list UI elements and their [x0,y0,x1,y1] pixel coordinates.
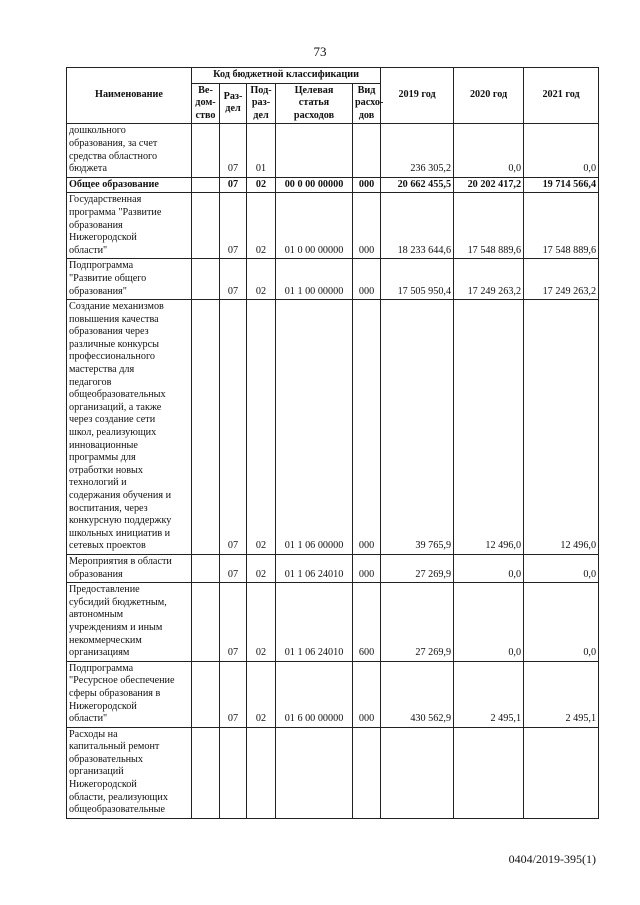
row-vedomstvo [192,300,220,555]
row-vedomstvo [192,193,220,259]
row-celevaya-statya [276,124,353,177]
row-amount-2021: 0,0 [524,583,599,662]
row-amount-2020: 0,0 [454,583,524,662]
row-amount-2020: 12 496,0 [454,300,524,555]
page-number: 73 [313,44,327,59]
row-podrazdel: 02 [247,259,276,300]
budget-table [66,67,599,819]
row-amount-2020: 2 495,1 [454,661,524,727]
table-row [67,727,599,818]
row-amount-2019 [381,727,454,818]
row-name: Общее образование [67,177,192,193]
row-celevaya-statya: 01 1 06 00000 [276,300,353,555]
row-name: Подпрограмма "Ресурсное обеспечение сферы образования в Нижегородской области" [67,661,192,727]
row-podrazdel: 02 [247,300,276,555]
row-razdel: 07 [220,583,247,662]
row-vid-rashodov: 000 [353,259,381,300]
row-name: Государственная программа "Развитие образования Нижегородской области" [67,193,192,259]
table-row [67,583,599,662]
table-row [67,300,599,555]
row-amount-2021: 17 548 889,6 [524,193,599,259]
row-celevaya-statya: 01 6 00 00000 [276,661,353,727]
row-podrazdel: 01 [247,124,276,177]
row-razdel: 07 [220,661,247,727]
row-amount-2021 [524,727,599,818]
row-razdel: 07 [220,177,247,193]
row-amount-2020: 0,0 [454,124,524,177]
table-row [67,554,599,582]
row-amount-2021: 0,0 [524,124,599,177]
row-amount-2019: 27 269,9 [381,554,454,582]
row-vid-rashodov: 000 [353,193,381,259]
row-amount-2021: 17 249 263,2 [524,259,599,300]
row-celevaya-statya [276,727,353,818]
table-row [67,661,599,727]
row-vid-rashodov: 000 [353,661,381,727]
row-vid-rashodov [353,727,381,818]
row-amount-2020: 17 548 889,6 [454,193,524,259]
row-vid-rashodov: 000 [353,177,381,193]
row-amount-2020: 0,0 [454,554,524,582]
row-amount-2020: 17 249 263,2 [454,259,524,300]
row-vid-rashodov: 000 [353,300,381,555]
row-amount-2020: 20 202 417,2 [454,177,524,193]
document-code: 0404/2019-395(1) [508,852,596,866]
row-vid-rashodov: 600 [353,583,381,662]
table-body [67,124,599,818]
row-razdel: 07 [220,300,247,555]
row-name: Предоставление субсидий бюджетным, автономным учреждениям и иным некоммерческим организациям [67,583,192,662]
row-podrazdel: 02 [247,554,276,582]
row-vedomstvo [192,124,220,177]
row-amount-2021: 19 714 566,4 [524,177,599,193]
row-podrazdel: 02 [247,661,276,727]
table-row [67,124,599,177]
row-celevaya-statya: 01 1 06 24010 [276,554,353,582]
row-vedomstvo [192,727,220,818]
row-name: Мероприятия в области образования [67,554,192,582]
row-amount-2019: 18 233 644,6 [381,193,454,259]
row-razdel [220,727,247,818]
row-celevaya-statya: 01 0 00 00000 [276,193,353,259]
row-vedomstvo [192,554,220,582]
row-vedomstvo [192,583,220,662]
row-amount-2019: 236 305,2 [381,124,454,177]
row-vedomstvo [192,661,220,727]
header-celevaya-statya: Целевая статья расходов [276,83,353,124]
row-amount-2019: 430 562,9 [381,661,454,727]
row-podrazdel: 02 [247,177,276,193]
header-2020: 2020 год [454,68,524,124]
table-row [67,193,599,259]
header-podrazdel: Под- раз- дел [247,83,276,124]
row-razdel: 07 [220,193,247,259]
header-razdel: Раз- дел [220,83,247,124]
row-amount-2019: 39 765,9 [381,300,454,555]
row-amount-2021: 12 496,0 [524,300,599,555]
row-celevaya-statya: 01 1 06 24010 [276,583,353,662]
row-amount-2020 [454,727,524,818]
header-2021: 2021 год [524,68,599,124]
row-podrazdel: 02 [247,193,276,259]
header-classification-group: Код бюджетной классификации [192,68,381,84]
header-name: Наименование [67,68,192,124]
row-celevaya-statya: 00 0 00 00000 [276,177,353,193]
row-podrazdel: 02 [247,583,276,662]
row-razdel: 07 [220,259,247,300]
row-vid-rashodov: 000 [353,554,381,582]
row-amount-2019: 17 505 950,4 [381,259,454,300]
row-celevaya-statya: 01 1 00 00000 [276,259,353,300]
row-razdel: 07 [220,554,247,582]
header-2019: 2019 год [381,68,454,124]
table-row [67,177,599,193]
row-vedomstvo [192,259,220,300]
table-row [67,259,599,300]
row-name: дошкольного образования, за счет средства областного бюджета [67,124,192,177]
row-name: Создание механизмов повышения качества образования через различные конкурсы профессионального мастерства для педагогов общеобразовательных организаций, а также через создание сети школ, реализующих инновационные программы для отработки новых технологий и содержания обучения и воспитания, через конкурсную поддержку школьных инициатив и сетевых проектов [67,300,192,555]
row-razdel: 07 [220,124,247,177]
row-amount-2021: 0,0 [524,554,599,582]
row-name: Расходы на капитальный ремонт образовательных организаций Нижегородской области, реализующих общеобразовательные [67,727,192,818]
row-name: Подпрограмма "Развитие общего образования" [67,259,192,300]
row-podrazdel [247,727,276,818]
header-vid-rashodov: Вид расхо- дов [353,83,381,124]
row-amount-2019: 27 269,9 [381,583,454,662]
row-amount-2019: 20 662 455,5 [381,177,454,193]
row-vedomstvo [192,177,220,193]
header-vedomstvo: Ве- дом- ство [192,83,220,124]
row-vid-rashodov [353,124,381,177]
row-amount-2021: 2 495,1 [524,661,599,727]
